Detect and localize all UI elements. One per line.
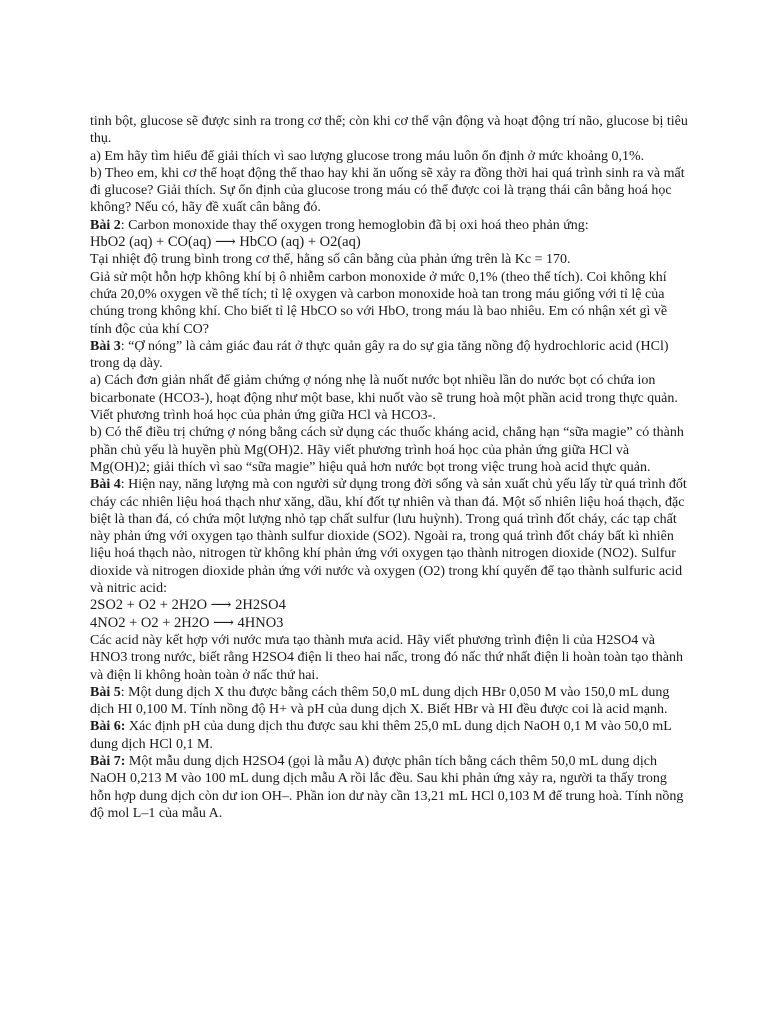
exercise-label: Bài 6:	[90, 719, 126, 735]
exercise-label: Bài 3	[90, 338, 121, 354]
question-1a: a) Em hãy tìm hiểu để giải thích vì sao lượng glucose trong máu luôn ổn định ở mức khoảng 0,1%.	[90, 148, 645, 164]
exercise-5: Bài 5: Một dung dịch X thu được bằng cách thêm 50,0 mL dung dịch HBr 0,050 M vào 150,0 mL dung dịch HI 0,100 M. Tính nồng độ H+ và pH của dung dịch X. Biết HBr và HI đều được coi là acid mạnh.	[90, 684, 670, 718]
equation-hno3: 4NO2 + O2 + 2H2O ⟶ 4HNO3	[90, 614, 284, 631]
question-3b: b) Có thể điều trị chứng ợ nóng bằng cách sử dụng các thuốc kháng acid, chẳng hạn “sữa magie” có thành phần chủ yếu là huyền phù Mg(OH)2. Hãy viết phương trình hoá học của phản ứng giữa HCl và Mg(OH)2; giải thích vì sao “sữa magie” hiệu quả hơn nước bọt trong việc trung hoà acid thực quản.	[90, 425, 684, 475]
question-1b: b) Theo em, khi cơ thể hoạt động thể thao hay khi ăn uống sẽ xảy ra đồng thời hai quá trình sinh ra và mất đi glucose? Giải thích. Sự ổn định của glucose trong máu có thể được coi là trạng thái cân bằng hoá học không? Nếu có, hãy đề xuất cân bằng đó.	[90, 165, 685, 216]
exercise-label: Bài 2	[90, 217, 121, 233]
paragraph-acid-rain: Các acid này kết hợp với nước mưa tạo thành mưa acid. Hãy viết phương trình điện li của H2SO4 và HNO3 trong nước, biết rằng H2SO4 điện li theo hai nấc, trong đó nấc thứ nhất điện li hoàn toàn tạo thành và điện li không hoàn toàn ở nấc thứ hai.	[90, 632, 683, 683]
exercise-7: Bài 7: Một mẫu dung dịch H2SO4 (gọi là mẫu A) được phân tích bằng cách thêm 50,0 mL dung dịch NaOH 0,213 M vào 100 mL dung dịch mẫu A rồi lắc đều. Sau khi phản ứng xảy ra, người ta thấy trong hỗn hợp dung dịch còn dư ion OH–. Phần ion dư này cần 13,21 mL HCl 0,103 M để trung hoà. Tính nồng độ mol L–1 của mẫu A.	[90, 753, 684, 821]
question-3a: a) Cách đơn giản nhất để giảm chứng ợ nóng nhẹ là nuốt nước bọt nhiều lần do nước bọt có chứa ion bicarbonate (HCO3-), hoạt động như một base, khi nuốt vào sẽ trung hoà một phần acid trong thực quản. Viết phương trình hoá học của phản ứng giữa HCl và HCO3-.	[90, 373, 678, 424]
exercise-label: Bài 7:	[90, 753, 126, 769]
exercise-label: Bài 4	[90, 477, 121, 493]
equation-h2so4: 2SO2 + O2 + 2H2O ⟶ 2H2SO4	[90, 597, 286, 614]
paragraph-co-pollution: Giả sử một hỗn hợp không khí bị ô nhiễm carbon monoxide ở mức 0,1% (theo thể tích). Coi không khí chứa 20,0% oxygen về thể tích; tỉ lệ oxygen và carbon monoxide hoà tan trong máu giống với tỉ lệ của chúng trong không khí. Cho biết tỉ lệ HbCO so với HbO, trong máu là bao nhiêu. Em có nhận xét gì về tính độc của khí CO?	[90, 269, 668, 337]
paragraph-kc: Tại nhiệt độ trung bình trong cơ thể, hằng số cân bằng của phản ứng trên là Kc = 170.	[90, 252, 571, 268]
document-page	[90, 113, 690, 822]
exercise-label: Bài 5	[90, 684, 121, 700]
equation-hbo2-co: HbO2 (aq) + CO(aq) ⟶ HbCO (aq) + O2(aq)	[90, 234, 361, 251]
exercise-3-heading: Bài 3: “Ợ nóng” là cảm giác đau rát ở thực quản gây ra do sự gia tăng nồng độ hydrochloric acid (HCl) trong dạ dày.	[90, 338, 669, 372]
exercise-2-heading: Bài 2: Carbon monoxide thay thế oxygen trong hemoglobin đã bị oxi hoá theo phản ứng:	[90, 217, 589, 233]
exercise-4-heading: Bài 4: Hiện nay, năng lượng mà con người sử dụng trong đời sống và sản xuất chủ yếu lấy từ quá trình đốt cháy các nhiên liệu hoá thạch như xăng, dầu, khí đốt tự nhiên và than đá. Một số nhiên liệu hoá thạch, đặc biệt là than đá, có chứa một lượng nhỏ tạp chất sulfur (lưu huỳnh). Trong quá trình đốt cháy, các tạp chất này phản ứng với oxygen tạo thành sulfur dioxide (SO2). Ngoài ra, trong quá trình đốt cháy bất kì nhiên liệu hoá thạch nào, nitrogen từ không khí phản ứng với oxygen tạo thành nitrogen dioxide (NO2). Sulfur dioxide và nitrogen dioxide phản ứng với nước và oxygen (O2) trong khí quyển để tạo thành sulfuric acid và nitric acid:	[90, 477, 687, 597]
paragraph-intro-continuation: tinh bột, glucose sẽ được sinh ra trong cơ thể; còn khi cơ thể vận động và hoạt động trí não, glucose bị tiêu thụ.	[90, 114, 688, 147]
exercise-6: Bài 6: Xác định pH của dung dịch thu được sau khi thêm 25,0 mL dung dịch NaOH 0,1 M vào 50,0 mL dung dịch HCl 0,1 M.	[90, 719, 672, 752]
